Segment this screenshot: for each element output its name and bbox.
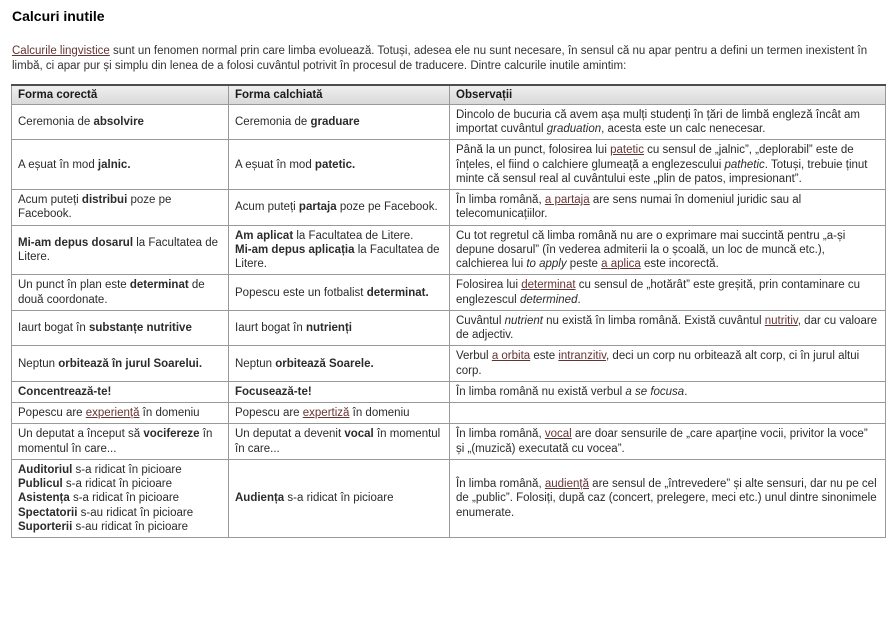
text-segment: poze pe Facebook. [18,194,172,221]
text-segment: În limba română, [456,478,545,491]
text-segment: peste [566,258,602,271]
term-link[interactable]: vocal [544,428,572,441]
text-segment: Spectatorii [18,506,78,519]
term-link[interactable]: expertiză [302,407,350,420]
text-segment: Publicul [18,478,63,491]
term-link[interactable]: a orbita [491,350,531,363]
page-title: Calcuri inutile [12,8,105,24]
cell-forma-calchiata [229,190,450,226]
text-segment: Verbul [456,350,492,363]
table-row [12,225,886,275]
text-segment: Folosirea lui [456,279,522,292]
text-segment: Popescu are [235,407,303,420]
text-segment: nu există în limba română. Există cuvântul [542,314,765,327]
text-segment: Asistența [18,492,70,505]
cell-forma-corecta [12,381,229,402]
text-segment: în momentul în care... [18,428,213,455]
text-segment: are sensul de „întrevedere” și alte sensuri, dar nu pe cel de „public”. Folosiți, după caz (concert, prelegere, meci etc.) unul dintre sinonimele enumerate. [456,478,877,519]
text-segment: Un deputat a început să [18,428,144,441]
text-segment: are doar sensurile de „care aparține vocii, privitor la voce” și „(muzică) executată cu vocea”. [456,428,868,455]
table-row [12,403,886,424]
text-segment: jalnic. [97,158,131,171]
text-segment: determinat. [366,286,429,299]
cell-observatii [450,381,886,402]
text-segment: Mi-am depus aplicația [235,243,355,256]
text-segment: nutrienți [305,322,352,334]
text-segment: A eșuat în mod [235,158,315,171]
text-segment: Focusează-te! [235,385,312,398]
text-segment: Un deputat a devenit [235,428,345,441]
text-segment: în momentul în care... [235,428,441,455]
cell-forma-calchiata [229,381,450,402]
text-segment: s-a ridicat în picioare [69,492,180,505]
text-segment: graduation [546,123,602,136]
text-segment: orbitează în jurul Soarelui. [58,357,203,370]
text-segment: are sens numai în domeniul juridic sau al telecomunicațiilor. [456,194,802,221]
cell-forma-corecta [12,346,229,382]
cell-forma-corecta [12,104,229,140]
text-segment: Mi-am depus dosarul [18,236,134,249]
table-row [12,190,886,226]
header-observatii: Observații [450,85,886,105]
text-segment: s-au ridicat în picioare [77,506,194,519]
text-segment: Popescu este un fotbalist [235,286,367,299]
cell-forma-calchiata [229,424,450,460]
text-segment: În limba română, [456,428,545,441]
cell-observatii [450,403,886,424]
text-segment: Audiența [235,492,285,505]
text-segment: determinat [129,279,189,292]
header-forma-corecta: Forma corectă [12,85,229,105]
text-segment: s-a ridicat în picioare [62,478,173,491]
term-link[interactable]: determinat [521,279,576,292]
text-segment: , acesta este un calc nenecesar. [601,123,766,136]
cell-forma-calchiata [229,403,450,424]
text-segment: patetic. [314,158,356,171]
text-segment: Până la un punct, folosirea lui [456,144,611,157]
term-link[interactable]: intranzitiv [558,350,607,363]
cell-forma-calchiata [229,275,450,311]
table-row [12,275,886,311]
cell-observatii [450,459,886,537]
text-segment: cu sensul de „hotărât” este greșită, prin contaminare cu englezescul [456,279,860,306]
cell-forma-corecta [12,310,229,346]
text-segment: Dincolo de bucuria că avem așa mulți studenți în țări de limbă engleză încât am importat cuvântul [456,108,860,136]
text-segment: Ceremonia de [18,116,94,128]
calques-table [11,84,886,538]
text-segment: A eșuat în mod [18,158,98,171]
intro-paragraph [12,44,886,74]
text-segment: este [530,350,559,363]
cell-forma-corecta [12,225,229,275]
text-segment: , dar cu valoare de adjectiv. [456,314,878,342]
text-segment: Am aplicat [235,229,294,242]
table-row [12,310,886,346]
term-link[interactable]: patetic [610,144,644,157]
text-segment: absolvire [93,116,144,128]
text-segment: Neptun [18,357,59,370]
text-segment: , deci un corp nu orbitează alt corp, ci în jurul altui corp. [456,350,860,377]
text-segment: Acum puteți [18,194,82,207]
text-segment: de două coordonate. [18,279,205,306]
text-segment: . Totuși, trebuie ținut minte că sensul real al cuvântului este „plin de patos, impresionant”. [456,158,868,185]
cell-forma-calchiata [229,310,450,346]
cell-forma-corecta [12,275,229,311]
text-segment: distribui [81,194,128,207]
term-link[interactable]: a partaja [544,194,590,207]
text-segment: s-a ridicat în picioare [72,463,182,476]
table-row [12,104,886,140]
table-row [12,140,886,190]
text-segment: în domeniu [139,407,200,420]
cell-forma-corecta [12,190,229,226]
text-segment: Auditoriul [18,463,73,476]
text-segment: Acum puteți [235,201,299,214]
term-link[interactable]: experiență [85,407,140,420]
term-link[interactable]: nutritiv [764,314,798,327]
text-segment: a se focusa [625,385,685,398]
text-segment: nutrient [504,314,543,327]
cell-forma-calchiata [229,104,450,140]
cell-forma-corecta [12,459,229,537]
table-header-row [12,85,886,105]
text-segment: poze pe Facebook. [336,201,438,214]
text-segment: la Facultatea de Litere. [293,229,414,242]
text-segment: Cu tot regretul că limba română nu are o exprimare mai succintă pentru „a-și depune dosarul” (în vederea admiterii la o școală, un loc de muncă etc.), calchierea lui [456,229,846,271]
text-segment: determined [519,293,578,306]
text-segment: graduare [310,116,360,128]
cell-observatii [450,310,886,346]
term-link[interactable]: Calcurile lingvistice [12,45,110,57]
text-segment: Cuvântul [456,314,505,327]
text-segment: În limba română nu există verbul [456,385,626,398]
header-forma-calchiata: Forma calchiată [229,85,450,105]
text-segment: Concentrează-te! [18,385,112,398]
text-segment: orbitează Soarele. [275,357,374,370]
text-segment: Iaurt bogat în [235,322,306,334]
cell-observatii [450,104,886,140]
cell-observatii [450,275,886,311]
cell-observatii [450,225,886,275]
text-segment: Iaurt bogat în [18,322,89,334]
cell-observatii [450,346,886,382]
text-segment: s-a ridicat în picioare [284,492,394,505]
cell-forma-corecta [12,140,229,190]
text-segment: în domeniu [349,407,410,420]
table-row [12,424,886,460]
text-segment: este incorectă. [640,258,719,271]
cell-forma-corecta [12,403,229,424]
text-segment: la Facultatea de Litere. [18,236,219,263]
text-segment: Ceremonia de [235,116,311,128]
text-segment: Un punct în plan este [18,279,130,292]
cell-forma-calchiata [229,459,450,537]
text-segment: cu sensul de „jalnic”, „deplorabil” este de înțeles, el fiind o calchiere glumeață a englezescului [456,144,854,171]
text-segment: În limba română, [456,194,545,207]
text-segment: Neptun [235,357,276,370]
text-segment: vocal [344,428,374,441]
text-segment: vocifereze [143,428,200,441]
observations-table-body [12,104,886,537]
cell-forma-corecta [12,424,229,460]
text-segment: sunt un fenomen normal prin care limba evoluează. Totuși, adesea ele nu sunt necesare, în sensul că nu apar pentru a defini un termen inexistent în limbă, ci apar pur și simplu din lenea de a folosi cuvântul potrivit în procesul de traducere. Dintre calcurile inutile amintim: [12,45,868,72]
text-segment: substanțe nutritive [88,322,192,334]
text-segment: Popescu are [18,407,86,420]
text-segment: s-au ridicat în picioare [72,520,189,533]
cell-observatii [450,424,886,460]
text-segment: pathetic [724,158,765,171]
text-segment: . [684,385,688,398]
text-segment: . [577,293,581,306]
text-segment: partaja [298,201,337,214]
text-segment: la Facultatea de Litere. [235,243,440,271]
text-segment: to apply [526,258,567,271]
text-segment: Suporterii [18,520,73,533]
table-row [12,459,886,537]
cell-forma-calchiata [229,346,450,382]
cell-observatii [450,140,886,190]
table-row [12,346,886,382]
cell-forma-calchiata [229,225,450,275]
cell-forma-calchiata [229,140,450,190]
table-row [12,381,886,402]
cell-observatii [450,190,886,226]
term-link[interactable]: audiență [544,478,589,491]
term-link[interactable]: a aplica [601,258,641,271]
